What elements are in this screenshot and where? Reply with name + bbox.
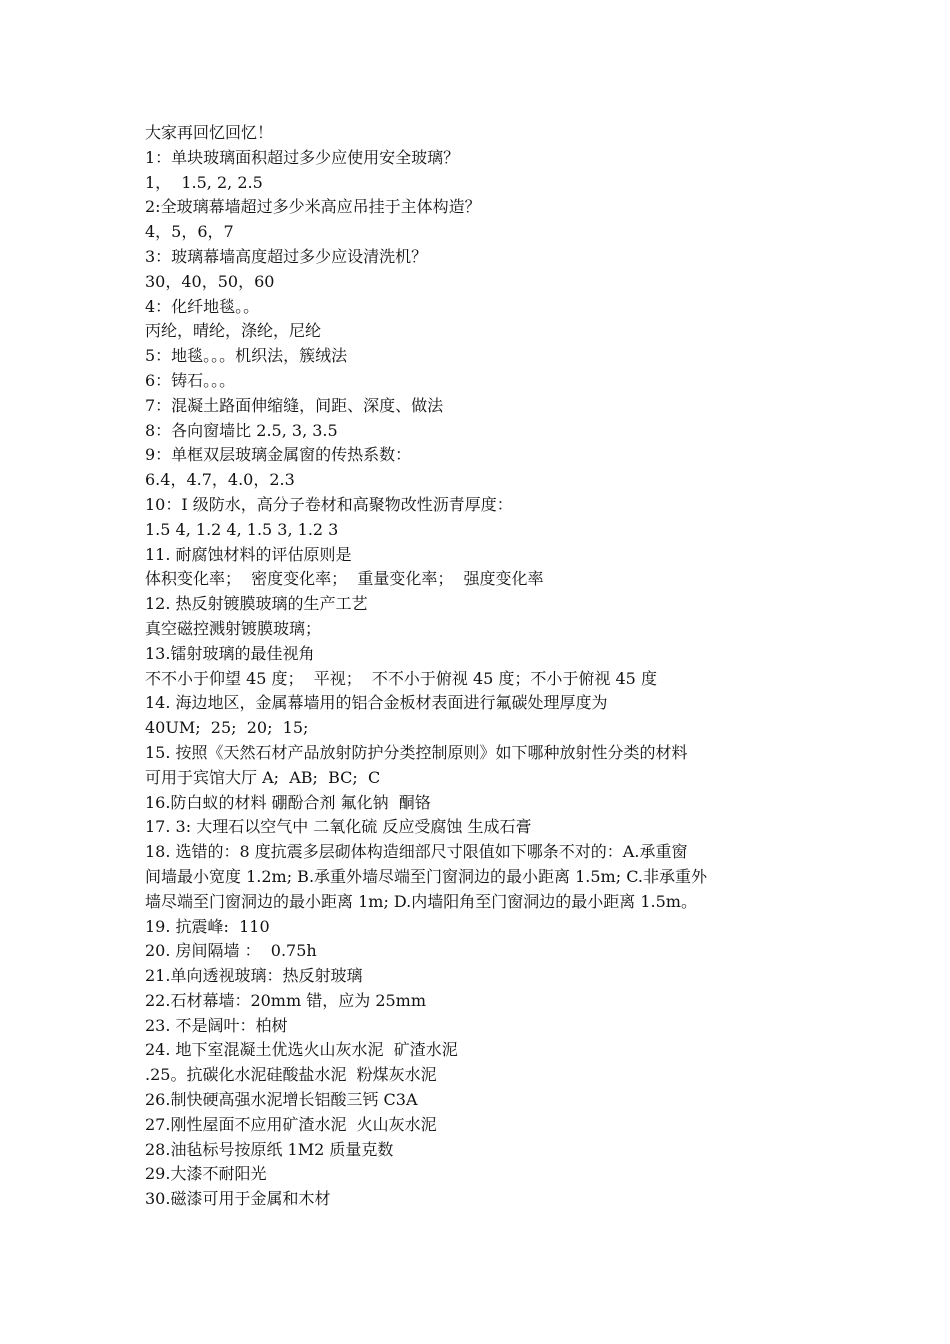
text-line: 4，5，6，7 (145, 222, 234, 242)
text-line: 17. 3: 大理石以空气中 二氧化硫 反应受腐蚀 生成石膏 (145, 817, 532, 837)
text-line: 间墙最小宽度 1.2m; B.承重外墙尽端至门窗洞边的最小距离 1.5m; C.非承重外 (145, 866, 707, 886)
text-line: 不不小于仰望 45 度； 平视； 不不小于俯视 45 度；不小于俯视 45 度 (145, 668, 657, 688)
text-line: 丙纶，晴纶，涤纶，尼纶 (145, 321, 322, 341)
text-line: 28.油毡标号按原纸 1M2 质量克数 (145, 1139, 394, 1159)
text-line: 5：地毯。。。机织法，簇绒法 (145, 346, 348, 366)
document-body (145, 121, 825, 1212)
text-line: 29.大漆不耐阳光 (145, 1164, 267, 1184)
text-line: 22.石材幕墙：20mm 错，应为 25mm (145, 990, 427, 1010)
text-line: 30.磁漆可用于金属和木材 (145, 1189, 331, 1209)
text-line: 26.制快硬高强水泥增长铝酸三钙 C3A (145, 1090, 418, 1110)
text-line: 可用于宾馆大厅 A; AB; BC; C (145, 767, 381, 787)
text-line: 2:全玻璃幕墙超过多少米高应吊挂于主体构造？ (145, 197, 481, 217)
text-line: 13.镭射玻璃的最佳视角 (145, 643, 315, 663)
text-line: 1：单块玻璃面积超过多少应使用安全玻璃？ (145, 147, 460, 167)
text-line: 1， 1.5, 2, 2.5 (145, 172, 263, 192)
text-line: 9：单框双层玻璃金属窗的传热系数： (145, 445, 412, 465)
text-line: .25。抗碳化水泥硅酸盐水泥 粉煤灰水泥 (145, 1065, 437, 1085)
text-line: 12. 热反射镀膜玻璃的生产工艺 (145, 594, 368, 614)
text-line: 3：玻璃幕墙高度超过多少应设清洗机？ (145, 246, 428, 266)
text-line: 1.5 4, 1.2 4, 1.5 3, 1.2 3 (145, 519, 339, 539)
text-line: 11. 耐腐蚀材料的评估原则是 (145, 544, 352, 564)
text-line: 10：I 级防水，高分子卷材和高聚物改性沥青厚度： (145, 494, 513, 514)
text-line: 30，40，50，60 (145, 271, 275, 291)
text-line: 40UM; 25; 20; 15; (145, 718, 309, 738)
text-line: 27.刚性屋面不应用矿渣水泥 火山灰水泥 (145, 1114, 437, 1134)
text-line: 14. 海边地区，金属幕墙用的铝合金板材表面进行氟碳处理厚度为 (145, 693, 608, 713)
text-line: 8：各向窗墙比 2.5, 3, 3.5 (145, 420, 338, 440)
text-line: 墙尽端至门窗洞边的最小距离 1m; D.内墙阳角至门窗洞边的最小距离 1.5m。 (145, 891, 697, 911)
text-line: 24. 地下室混凝土优选火山灰水泥 矿渣水泥 (145, 1040, 458, 1060)
text-line: 19. 抗震峰: 110 (145, 916, 270, 936)
intro-line: 大家再回忆回忆！ (145, 123, 274, 142)
text-line: 7：混凝土路面伸缩缝，间距、深度、做法 (145, 395, 444, 415)
text-line: 16.防白蚁的材料 硼酚合剂 氟化钠 酮铬 (145, 792, 431, 812)
text-line: 真空磁控溅射镀膜玻璃； (145, 618, 322, 638)
text-line: 4：化纤地毯。。 (145, 296, 260, 316)
text-line: 体积变化率； 密度变化率； 重量变化率； 强度变化率 (145, 569, 544, 589)
text-line: 20. 房间隔墙 ： 0.75h (145, 941, 317, 961)
text-line: 6.4，4.7，4.0，2.3 (145, 470, 295, 490)
text-line: 15. 按照《天然石材产品放射防护分类控制原则》如下哪种放射性分类的材料 (145, 742, 688, 762)
text-line: 21.单向透视玻璃：热反射玻璃 (145, 966, 363, 986)
text-line: 23. 不是阔叶：柏树 (145, 1015, 288, 1035)
text-line: 18. 选错的：8 度抗震多层砌体构造细部尺寸限值如下哪条不对的：A.承重窗 (145, 842, 688, 862)
text-line: 6：铸石。。。 (145, 370, 236, 390)
